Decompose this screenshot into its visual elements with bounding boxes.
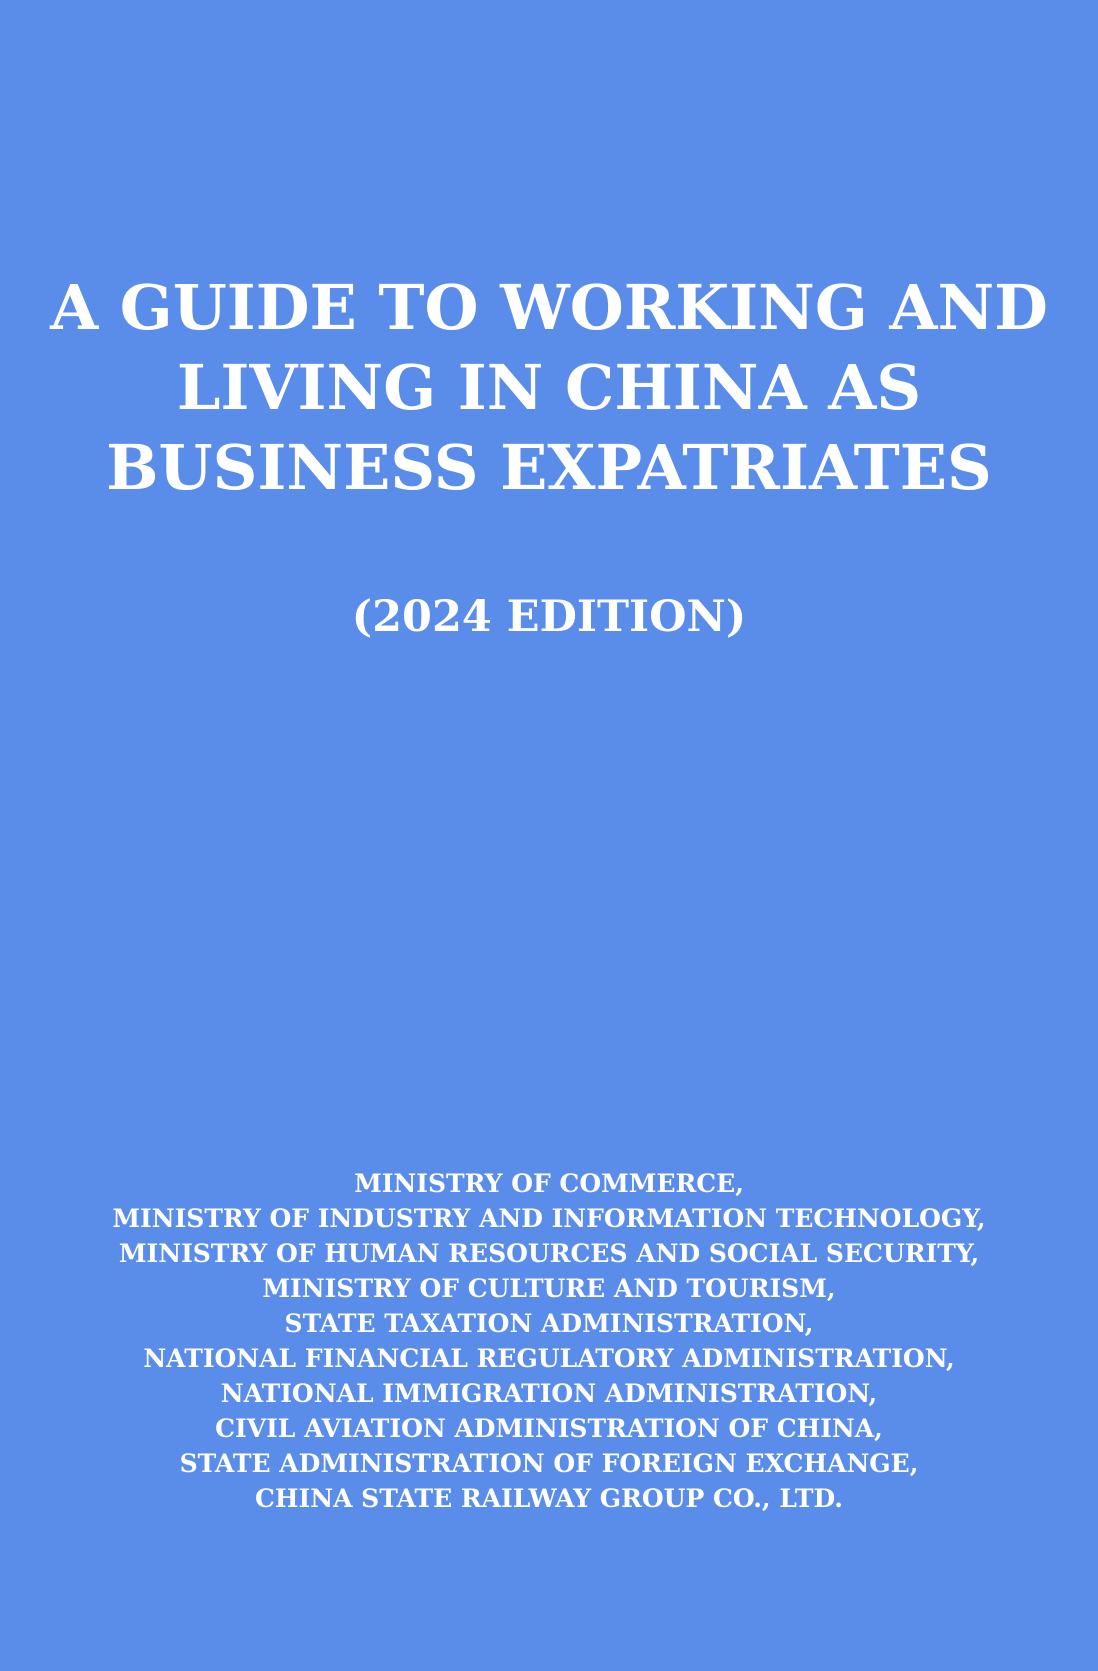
publisher-national-immigration-administration: NATIONAL IMMIGRATION ADMINISTRATION, (220, 1379, 878, 1408)
publisher-list (0, 1166, 1098, 1516)
publisher-ministry-of-culture-and-tourism: MINISTRY OF CULTURE AND TOURISM, (262, 1274, 836, 1303)
edition-label: (2024 EDITION) (351, 592, 747, 642)
publisher-civil-aviation-administration-of-china: CIVIL AVIATION ADMINISTRATION OF CHINA, (215, 1414, 883, 1443)
publisher-ministry-of-industry-and-information-technology: MINISTRY OF INDUSTRY AND INFORMATION TECHNOLOGY, (112, 1204, 986, 1233)
publisher-state-administration-of-foreign-exchange: STATE ADMINISTRATION OF FOREIGN EXCHANGE, (179, 1449, 919, 1478)
publisher-china-state-railway-group: CHINA STATE RAILWAY GROUP CO., LTD. (255, 1484, 843, 1513)
publisher-ministry-of-commerce: MINISTRY OF COMMERCE, (354, 1169, 744, 1198)
publisher-national-financial-regulatory-administration: NATIONAL FINANCIAL REGULATORY ADMINISTRATION, (143, 1344, 955, 1373)
cover-title (0, 268, 1098, 508)
cover-title-line-2: LIVING IN CHINA AS (176, 351, 922, 424)
cover-title-line-1: A GUIDE TO WORKING AND (50, 271, 1048, 344)
publisher-state-taxation-administration: STATE TAXATION ADMINISTRATION, (284, 1309, 814, 1338)
cover-title-line-3: BUSINESS EXPATRIATES (106, 431, 992, 504)
publisher-ministry-of-human-resources-and-social-security: MINISTRY OF HUMAN RESOURCES AND SOCIAL SECURITY, (118, 1239, 980, 1268)
